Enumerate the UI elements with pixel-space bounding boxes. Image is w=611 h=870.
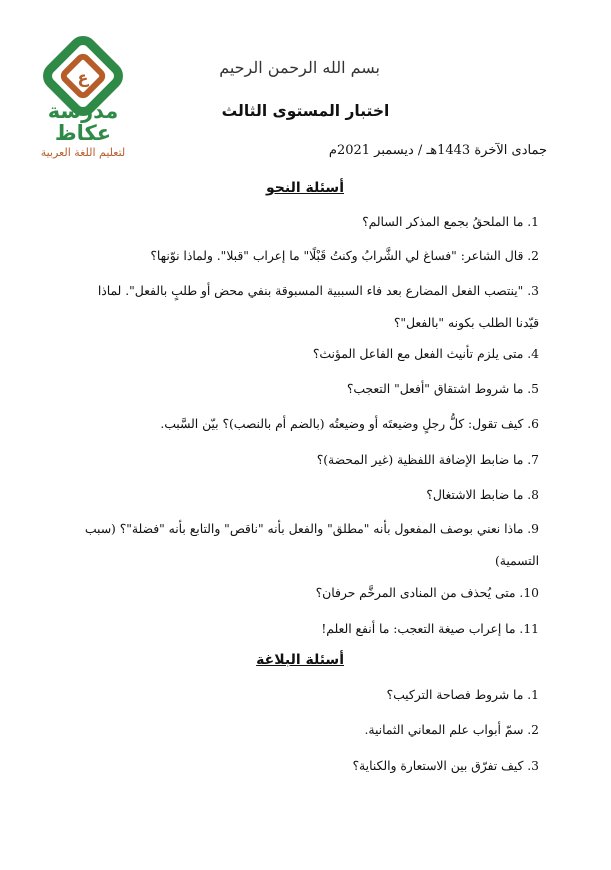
question-number: 10. (519, 586, 539, 600)
question-text: متى يلزم تأنيث الفعل مع الفاعل المؤنث؟ (312, 347, 524, 361)
question-item (79, 679, 539, 711)
question-item (79, 240, 539, 272)
question-item (79, 275, 539, 339)
question-number: 7. (527, 453, 539, 467)
question-text: كيف تفرّق بين الاستعارة والكناية؟ (352, 759, 524, 773)
question-text: سمّ أبواب علم المعاني الثمانية. (364, 723, 524, 737)
page-title: اختبار المستوى الثالث (221, 102, 390, 120)
question-text: ما الملحقُ بجمع المذكر السالم؟ (362, 215, 524, 229)
question-text: كيف تقول: كلُّ رجلٍ وضيعتَه أو وضيعتُه (بالضم أم بالنصب)؟ بيّن السَّبب. (160, 417, 524, 431)
logo-subtitle: لتعليم اللغة العربية (40, 146, 126, 159)
question-item (79, 513, 539, 577)
question-item (79, 479, 539, 511)
exam-date: جمادى الآخرة 1443هـ / ديسمبر 2021م (328, 143, 547, 158)
logo-letter: ع (77, 68, 89, 87)
question-number: 3. (527, 284, 539, 298)
question-number: 5. (527, 382, 539, 396)
question-text: ما ضابط الاشتغال؟ (426, 488, 524, 502)
question-text: قال الشاعر: "فساغ لي الشَّرابُ وكنتُ قَبْلًا" ما إعراب "قبلا". ولماذا نوّنها؟ (150, 249, 524, 263)
question-number: 1. (527, 215, 539, 229)
question-item (79, 613, 539, 645)
question-text: ما شروط فصاحة التركيب؟ (386, 688, 524, 702)
question-text: متى يُحذف من المنادى المرخَّم حرفان؟ (315, 586, 516, 600)
question-item (79, 714, 539, 746)
section-heading-grammar: أسئلة النحو (266, 180, 344, 196)
question-item (79, 338, 539, 370)
question-item (79, 444, 539, 476)
question-text: ما شروط اشتقاق "أفعل" التعجب؟ (346, 382, 524, 396)
question-text: ما إعراب صيغة التعجب: ما أنفع العلم! (321, 622, 516, 636)
question-number: 2. (527, 249, 539, 263)
question-number: 1. (527, 688, 539, 702)
question-item (79, 206, 539, 238)
question-item (79, 373, 539, 405)
question-number: 4. (527, 347, 539, 361)
question-number: 9. (527, 522, 539, 536)
basmala: بسم الله الرحمن الرحيم (219, 58, 380, 77)
question-number: 11. (519, 622, 539, 636)
question-text: "ينتصب الفعل المضارع بعد فاء السببية المسبوقة بنفي محض أو طلبٍ بالفعل". لماذا قيّدنا الطلب بكونه "بالفعل"؟ (97, 284, 539, 330)
logo-name: مدرسة عكاظ (47, 99, 119, 145)
question-number: 2. (527, 723, 539, 737)
question-item (79, 750, 539, 782)
question-number: 3. (527, 759, 539, 773)
question-text: ما ضابط الإضافة اللفظية (غير المحضة)؟ (316, 453, 524, 467)
question-item (79, 408, 539, 440)
question-text: ماذا نعني بوصف المفعول بأنه "مطلق" والفعل بأنه "ناقص" والتابع بأنه "فضلة"؟ (سبب التسمية) (84, 522, 539, 568)
question-item (79, 577, 539, 609)
question-number: 8. (527, 488, 539, 502)
question-number: 6. (527, 417, 539, 431)
section-heading-rhetoric: أسئلة البلاغة (256, 652, 344, 668)
